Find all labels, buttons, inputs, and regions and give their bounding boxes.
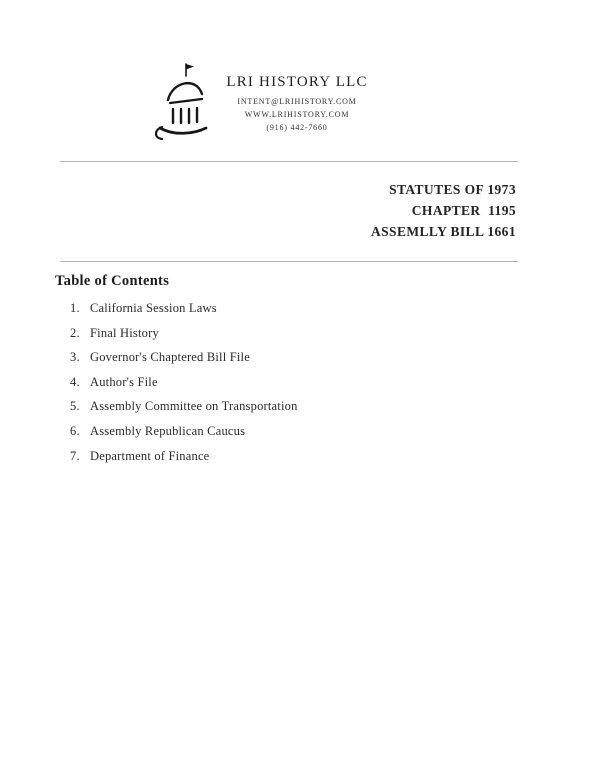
toc-item xyxy=(70,375,298,400)
chapter-line: CHAPTER 1195 xyxy=(411,203,516,218)
toc-item-label: Assembly Committee on Transportation xyxy=(90,399,298,414)
company-email: INTENT@LRIHISTORY.COM xyxy=(237,97,357,106)
toc-item-number: 3. xyxy=(70,350,80,365)
company-phone: (916) 442-7660 xyxy=(266,123,328,132)
toc-item-number: 1. xyxy=(70,301,80,315)
toc-item-number: 2. xyxy=(70,325,80,340)
company-name: LRI HISTORY LLC xyxy=(226,74,368,90)
toc-item-label: Final History xyxy=(90,325,159,340)
statutes-line: STATUTES OF 1973 xyxy=(389,182,516,197)
company-website: WWW.LRIHISTORY.COM xyxy=(244,110,350,119)
toc-item-number: 6. xyxy=(70,423,80,438)
divider-bottom xyxy=(60,261,518,262)
toc-item-number: 4. xyxy=(70,374,80,389)
toc-list xyxy=(70,301,298,473)
toc-item-number: 7. xyxy=(70,448,80,463)
bill-reference xyxy=(371,179,516,242)
toc-title: Table of Contents xyxy=(55,273,170,289)
toc-item-label: Assembly Republican Caucus xyxy=(90,423,246,438)
toc-item-label: California Session Laws xyxy=(90,301,217,315)
toc-item-label: Department of Finance xyxy=(90,448,210,463)
toc-item xyxy=(70,399,298,424)
toc-item xyxy=(70,449,298,474)
toc-item xyxy=(70,301,298,326)
bill-line: ASSEMLLY BILL 1661 xyxy=(370,224,516,239)
toc-item xyxy=(70,326,298,351)
toc-item-label: Author's File xyxy=(90,374,158,389)
divider-top xyxy=(60,161,518,162)
toc-item xyxy=(70,350,298,375)
letterhead xyxy=(197,74,397,136)
toc-item-number: 5. xyxy=(70,399,80,414)
toc-item-label: Governor's Chaptered Bill File xyxy=(90,350,250,365)
toc-item xyxy=(70,424,298,449)
